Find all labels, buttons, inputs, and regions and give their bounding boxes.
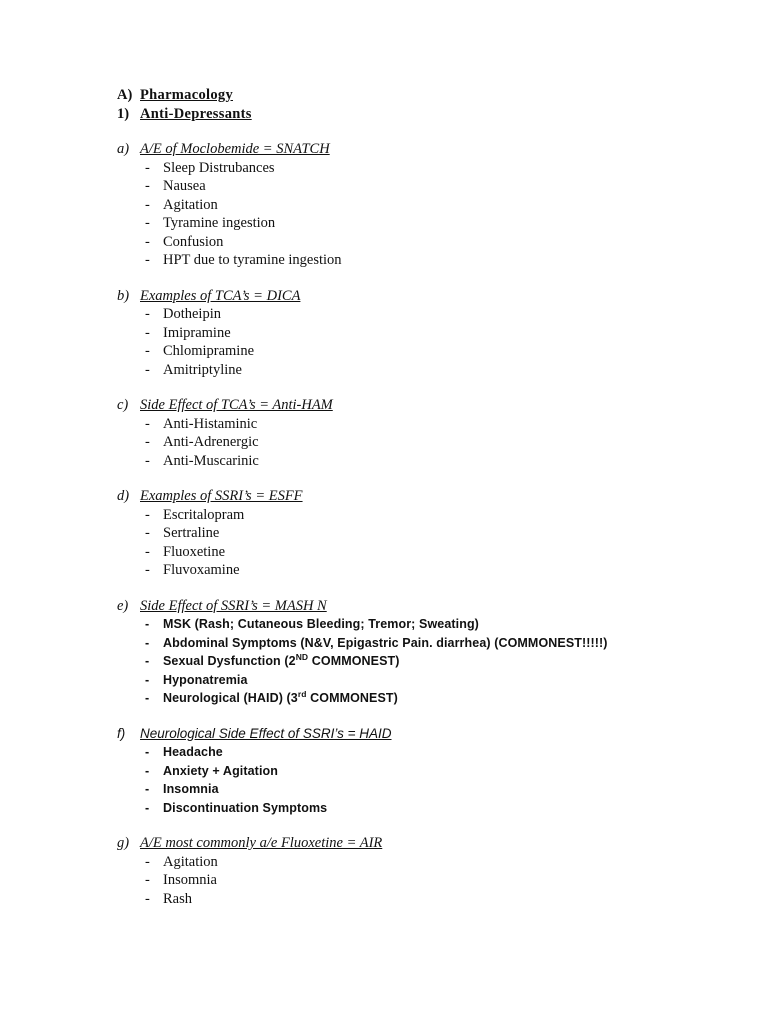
bullet-dash: - — [145, 745, 150, 759]
list-item-text: HPT due to tyramine ingestion — [163, 252, 342, 268]
bullet-dash: - — [145, 434, 150, 450]
bullet-dash: - — [145, 654, 150, 668]
bullet-dash: - — [145, 452, 150, 469]
list-item — [117, 305, 728, 324]
list-item — [117, 671, 728, 690]
list-item — [117, 871, 728, 890]
list-item-text — [163, 688, 398, 705]
text-segment: COMMONEST) — [306, 691, 398, 705]
list-item — [117, 743, 728, 762]
outline-heading-text: Anti-Depressants — [140, 105, 252, 122]
list-item — [117, 652, 728, 671]
section-b — [117, 287, 728, 380]
section-marker: e) — [117, 597, 129, 614]
section-marker: g) — [117, 835, 130, 851]
outline-line-pharmacology — [117, 86, 728, 105]
section-heading-line — [117, 487, 728, 506]
list-item-text: Agitation — [163, 196, 218, 213]
section-heading-text: Side Effect of TCA’s = Anti-HAM — [140, 397, 333, 413]
section-e — [117, 597, 728, 708]
list-item — [117, 853, 728, 872]
bullet-dash: - — [145, 252, 150, 268]
list-item — [117, 233, 728, 252]
list-item — [117, 506, 728, 525]
bullet-dash: - — [145, 178, 150, 194]
bullet-dash: - — [145, 617, 150, 631]
list-item-text: Dotheipin — [163, 306, 221, 322]
list-item-text: Amitriptyline — [163, 361, 242, 378]
bullet-dash: - — [145, 562, 150, 578]
text-segment: Sexual Dysfunction (2 — [163, 654, 296, 668]
list-item — [117, 689, 728, 708]
section-marker: d) — [117, 488, 130, 504]
outline-heading-text: Pharmacology — [140, 87, 233, 103]
list-item — [117, 342, 728, 361]
section-heading-line — [117, 140, 728, 159]
section-g — [117, 834, 728, 908]
list-item — [117, 177, 728, 196]
document-outline — [117, 86, 728, 123]
section-heading-line — [117, 725, 728, 744]
bullet-dash: - — [145, 159, 150, 176]
list-item — [117, 799, 728, 818]
bullet-dash: - — [145, 525, 150, 541]
list-item — [117, 433, 728, 452]
list-item-text: Imipramine — [163, 324, 231, 341]
list-item-text: Nausea — [163, 178, 206, 194]
bullet-dash: - — [145, 782, 150, 796]
bullet-dash: - — [145, 215, 150, 231]
list-item — [117, 780, 728, 799]
bullet-dash: - — [145, 635, 150, 650]
bullet-dash: - — [145, 853, 150, 870]
list-item-text: Anxiety + Agitation — [163, 763, 278, 778]
list-item — [117, 634, 728, 653]
section-c — [117, 396, 728, 470]
text-segment: COMMONEST) — [308, 654, 400, 668]
section-heading-line — [117, 834, 728, 853]
list-item-text: Headache — [163, 745, 223, 759]
list-item — [117, 324, 728, 343]
outline-line-anti-depressants — [117, 105, 728, 124]
list-item-text: Fluoxetine — [163, 543, 226, 560]
list-item — [117, 890, 728, 909]
bullet-dash: - — [145, 361, 150, 378]
superscript-text: rd — [297, 688, 307, 699]
list-item — [117, 214, 728, 233]
section-heading-text: Neurological Side Effect of SSRI’s = HAID — [140, 725, 392, 741]
list-item — [117, 251, 728, 270]
list-item-text — [163, 651, 400, 668]
sections-container — [117, 140, 728, 908]
list-item-text: MSK (Rash; Cutaneous Bleeding; Tremor; Sweating) — [163, 617, 479, 631]
section-heading-text: A/E most commonly a/e Fluoxetine = AIR — [140, 835, 383, 851]
list-item-text: Chlomipramine — [163, 343, 255, 359]
bullet-dash: - — [145, 506, 150, 523]
list-item-text: Sleep Distrubances — [163, 159, 275, 176]
outline-marker: 1) — [117, 105, 130, 122]
list-item-text: Fluvoxamine — [163, 562, 240, 578]
list-item — [117, 615, 728, 634]
bullet-dash: - — [145, 233, 150, 250]
text-segment: Neurological (HAID) (3 — [163, 691, 298, 705]
section-f — [117, 725, 728, 818]
bullet-dash: - — [145, 763, 150, 778]
list-item — [117, 524, 728, 543]
list-item — [117, 561, 728, 580]
list-item-text: Tyramine ingestion — [163, 215, 276, 231]
section-marker: a) — [117, 141, 130, 157]
list-item-text: Confusion — [163, 233, 224, 250]
list-item-text: Rash — [163, 890, 192, 907]
bullet-dash: - — [145, 543, 150, 560]
section-marker: c) — [117, 397, 129, 413]
section-heading-text: Examples of TCA’s = DICA — [140, 287, 301, 304]
section-heading-text: Examples of SSRI’s = ESFF — [140, 488, 303, 504]
bullet-dash: - — [145, 415, 150, 432]
list-item-text: Agitation — [163, 853, 218, 870]
list-item — [117, 159, 728, 178]
section-heading-text: Side Effect of SSRI’s = MASH N — [140, 597, 327, 614]
section-heading-line — [117, 597, 728, 616]
bullet-dash: - — [145, 872, 150, 888]
list-item-text: Hyponatremia — [163, 672, 248, 687]
bullet-dash: - — [145, 691, 150, 705]
list-item — [117, 543, 728, 562]
section-a — [117, 140, 728, 270]
list-item-text: Discontinuation Symptoms — [163, 800, 328, 815]
section-marker: f) — [117, 725, 126, 741]
section-marker: b) — [117, 287, 130, 304]
list-item — [117, 196, 728, 215]
list-item — [117, 762, 728, 781]
section-heading-text: A/E of Moclobemide = SNATCH — [140, 141, 330, 157]
list-item-text: Insomnia — [163, 782, 219, 796]
list-item-text: Anti-Histaminic — [163, 415, 258, 432]
bullet-dash: - — [145, 196, 150, 213]
list-item-text: Anti-Muscarinic — [163, 452, 259, 469]
bullet-dash: - — [145, 890, 150, 907]
bullet-dash: - — [145, 343, 150, 359]
list-item-text: Sertraline — [163, 525, 220, 541]
list-item — [117, 452, 728, 471]
section-heading-line — [117, 287, 728, 306]
bullet-dash: - — [145, 324, 150, 341]
superscript-text: ND — [295, 651, 309, 662]
list-item-text: Escritalopram — [163, 506, 245, 523]
bullet-dash: - — [145, 800, 150, 815]
section-d — [117, 487, 728, 580]
list-item — [117, 361, 728, 380]
bullet-dash: - — [145, 306, 150, 322]
list-item-text: Anti-Adrenergic — [163, 434, 259, 450]
list-item — [117, 415, 728, 434]
list-item-text: Insomnia — [163, 872, 217, 888]
section-heading-line — [117, 396, 728, 415]
bullet-dash: - — [145, 672, 150, 687]
list-item-text: Abdominal Symptoms (N&V, Epigastric Pain. diarrhea) (COMMONEST!!!!!) — [163, 635, 608, 650]
outline-marker: A) — [117, 87, 133, 103]
